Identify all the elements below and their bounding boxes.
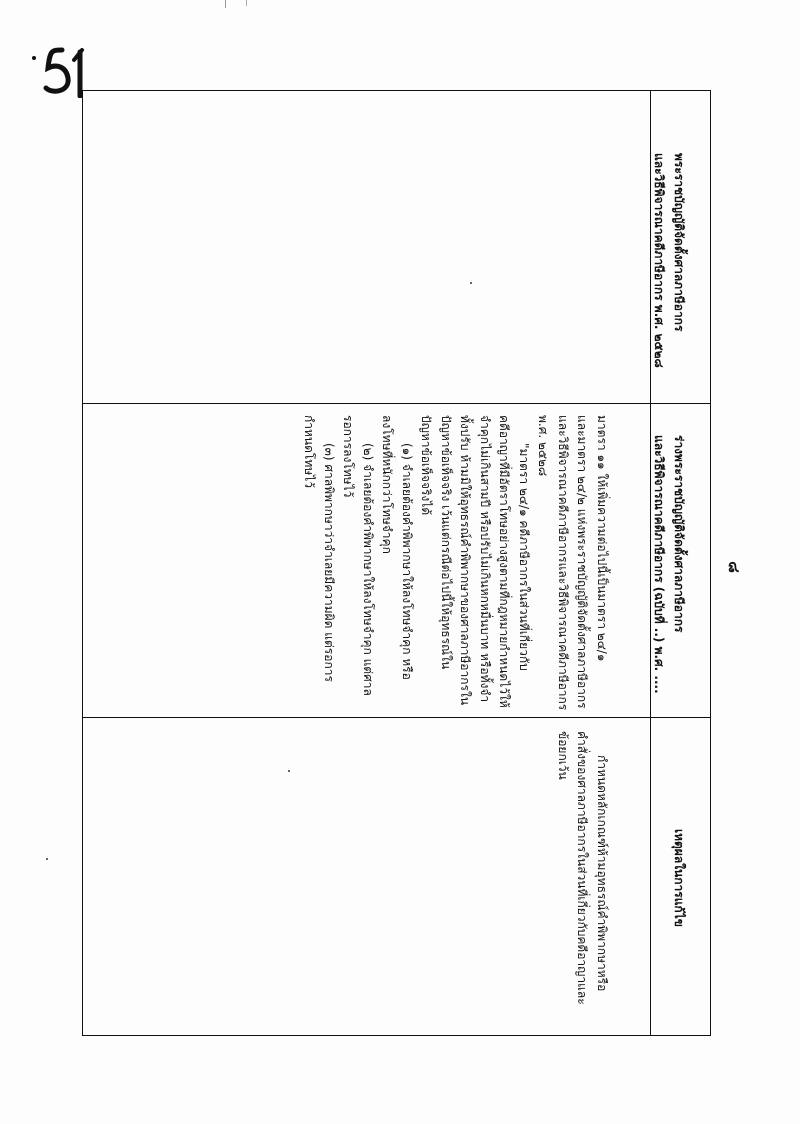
column-divider [83, 403, 710, 404]
header-reason-column [669, 829, 689, 927]
reason-text-block [553, 731, 612, 1005]
draft-line: ทั้งปรับ ห้ามมิให้อุทธรณ์คำพิพากษาของศาลภาษีอากรใน [458, 415, 473, 706]
header-draft-line: และวิธีพิจารณาคดีภาษีอากร (ฉบับที่ ..) พ.ศ. .... [652, 435, 667, 694]
handwritten-mark [22, 38, 102, 98]
header-act-line: และวิธีพิจารณาคดีภาษีอากร พ.ศ. ๒๕๒๘ [652, 153, 667, 368]
draft-line: รอการลงโทษไว้ [341, 415, 356, 498]
reason-line: กำหนดหลักเกณฑ์ห้ามอุทธรณ์คำพิพากษาหรือ [595, 755, 609, 992]
reason-line: ข้อยกเว้น [556, 731, 570, 780]
column-divider [83, 717, 710, 718]
draft-line: ลงโทษที่หนักกว่าโทษจำคุก [380, 415, 395, 554]
draft-line: คดีอาญาที่มีอัตราโทษอย่างสูงตามที่กฎหมายกำหนดไว้ให้ [497, 415, 512, 708]
draft-text-block [299, 415, 611, 710]
draft-line: และมาตรา ๒๔/๒ แห่งพระราชบัญญัติจัดตั้งศาลภาษีอากร [575, 415, 590, 709]
draft-line: มาตรา ๑๑ ให้เพิ่มความต่อไปนี้เป็นมาตรา ๒๔/๑ [595, 415, 609, 662]
act-column-cell [83, 91, 649, 402]
header-act-column [649, 153, 688, 368]
draft-line: (๑) จำเลยต้องคำพิพากษาให้ลงโทษจำคุก หรือ [400, 443, 414, 680]
draft-line: ปัญหาข้อเท็จจริง เว้นแต่กรณีต่อไปนี้ให้อุทธรณ์ใน [439, 415, 453, 670]
draft-line: พ.ศ. ๒๕๒๘ [536, 415, 551, 477]
scan-speck [46, 858, 48, 860]
header-draft-line: ร่างพระราชบัญญัติจัดตั้งศาลภาษีอากร [672, 435, 686, 633]
draft-line: จำคุกไม่เกินสามปี หรือปรับไม่เกินหกหมื่นบาท หรือทั้งจำ [478, 415, 492, 703]
comparison-table [82, 90, 711, 1036]
draft-line: ปัญหาข้อเท็จจริงได้ [419, 415, 434, 516]
header-draft-column [649, 435, 688, 694]
draft-line: และวิธีพิจารณาคดีภาษีอากรและวิธีพิจารณาคดีภาษีอากร [556, 415, 570, 711]
header-act-line: พระราชบัญญัติจัดตั้งศาลภาษีอากร [672, 153, 686, 332]
header-reason-line: เหตุผลในการแก้ไข [672, 829, 686, 927]
draft-line: (๒) จำเลยต้องคำพิพากษาให้ลงโทษจำคุก แต่ศาล [361, 443, 375, 696]
draft-line: (๓) ศาลพิพากษาว่าจำเลยมีความผิด แต่รอการ [322, 443, 336, 682]
draft-line: "มาตรา ๒๔/๑ คดีภาษีอากรในส่วนที่เกี่ยวกับ [517, 443, 531, 671]
page-number: ๘ [724, 561, 743, 573]
scan-artifact [225, 0, 286, 8]
draft-line: กำหนดโทษไว้ [302, 415, 317, 488]
reason-line: คำสั่งของศาลภาษีอากรในส่วนที่เกี่ยวกับคดีอาญาและ [575, 731, 590, 1005]
